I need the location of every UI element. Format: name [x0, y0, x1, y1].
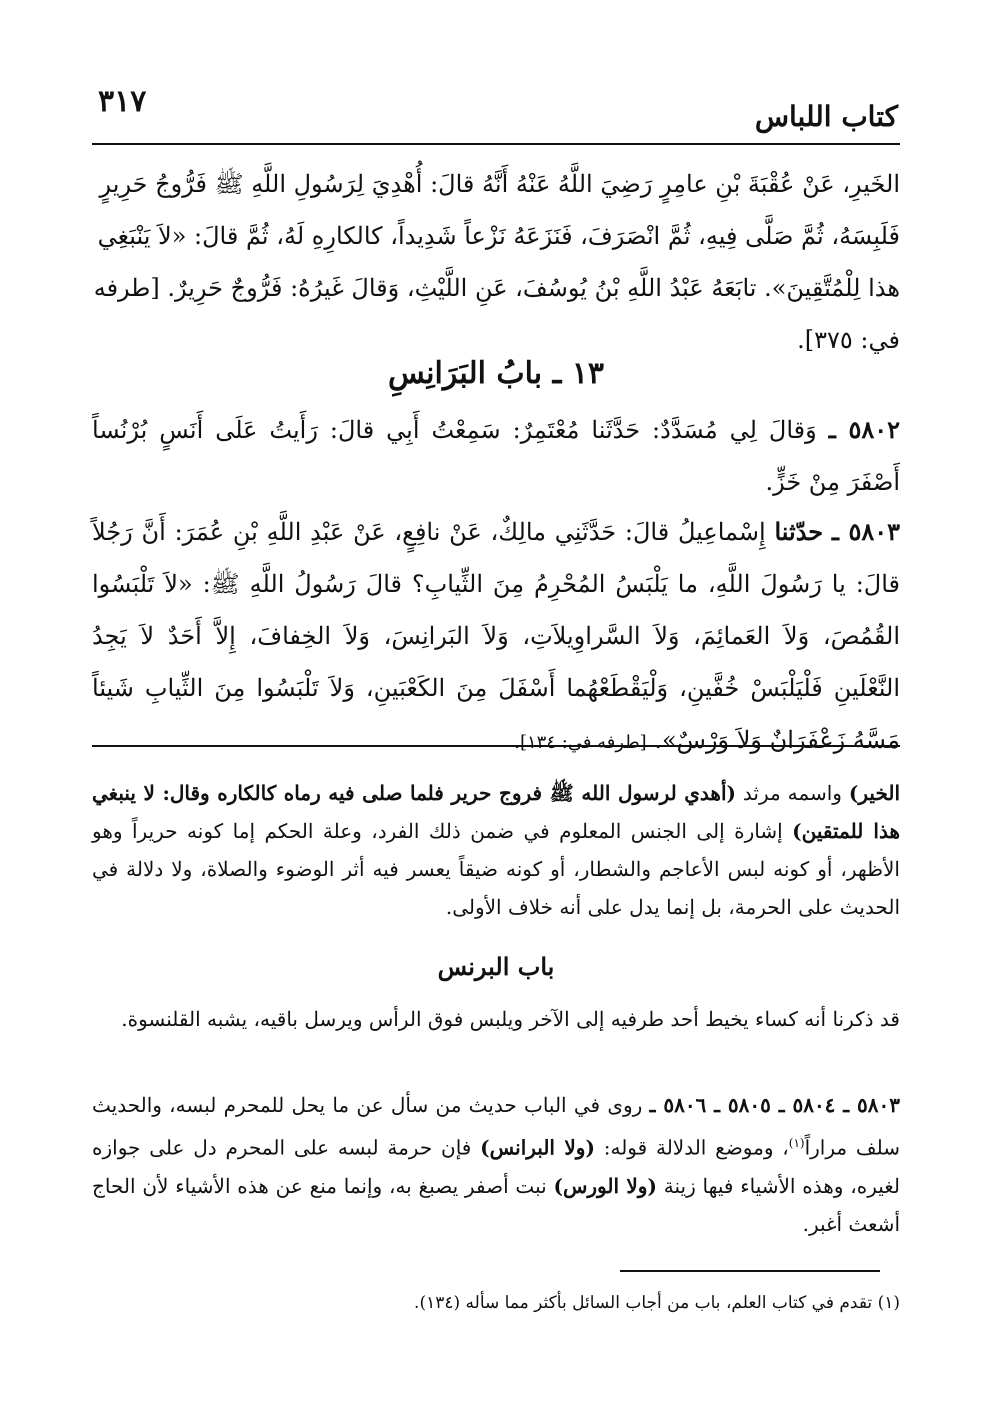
hadith-number: ٥٨٠٢ ـ [828, 415, 901, 444]
book-title: كتاب اللباس [754, 100, 898, 133]
chapter-heading: ١٣ ـ بابُ البَرَانِسِ [387, 356, 605, 391]
footnote-marker: (١) [788, 1136, 805, 1150]
hadith-block-continued [92, 158, 900, 366]
hadith-line: هذا لِلْمُتَّقِينَ». تابَعَهُ عَبْدُ اللَّهِ بْنُ يُوسُفَ، عَنِ اللَّيْثِ، وَقالَ غَيرُهُ: فَرُّوجٌ حَرِيرٌ. [طرفه [93, 274, 900, 302]
commentary-paragraph [92, 1000, 900, 1038]
hadith-number: ٥٨٠٣ ـ [831, 517, 901, 546]
footnote-rule [620, 1270, 880, 1272]
hadith-text: إِسْماعِيلُ قالَ: حَدَّثَنِي مالِكٌ، عَنْ نافِعٍ، عَنْ عَبْدِ اللَّهِ بْنِ عُمَرَ: أَنَّ رَجُلاً قالَ: يا رَسُولَ اللَّهِ، ما يَلْبَسُ المُحْرِمُ مِنَ الثِّيابِ؟ قالَ رَسُولُ اللَّهِ ﷺ: «لاَ تَلْبَسُوا القُمُصَ، وَلاَ العَمائِمَ، وَلاَ السَّراوِيلاَتِ، وَلاَ البَرانِسَ، وَلاَ الخِفافَ، إِلاَّ أَحَدٌ لاَ يَجِدُ النَّعْلَينِ فَلْيَلْبَسْ خُفَّينِ، وَلْيَقْطَعْهُما أَسْفَلَ مِنَ الكَعْبَينِ، وَلاَ تَلْبَسُوا مِنَ الثِّيابِ شَيئاً مَسَّهُ زَعْفَرَانٌ وَلاَ وَرْسٌ». [92, 518, 900, 754]
commentary-text: إشارة إلى الجنس المعلوم في ضمن ذلك الفرد، وعلة الحكم إما كونه حريراً وهو الأظهر، أو كونه لبس الأعاجم والشطار، أو كونه ضيقاً يعسر فيه أثر الوضوء والصلاة، ولا دلالة في الحديث على الحرمة، بل إنما يدل على أنه خلاف الأولى. [92, 819, 900, 919]
hadith-reference: [طرفه في: ١٣٤]. [514, 732, 647, 753]
commentary-paragraph [92, 774, 900, 926]
footnote-text: تقدم في كتاب العلم، باب من أجاب السائل بأكثر مما سأله (١٣٤). [414, 1293, 873, 1313]
commentary-text: نبت أصفر يصبغ به، وإنما منع عن هذه الأشياء لأن الحاج أشعث أغبر. [92, 1173, 900, 1236]
commentary-text: روى في الباب حديث من سأل عن ما يحل للمحرم لبسه، والحديث سلف مراراً [92, 1093, 901, 1160]
commentary-text: واسمه مرثد [742, 781, 842, 805]
footnote [92, 1288, 900, 1318]
commentary-text: فإن حرمة لبسه على المحرم دل على جوازه لغيره، وهذه الأشياء فيها زينة [92, 1135, 901, 1198]
hadith-line: في: ٣٧٥]. [797, 326, 900, 354]
hadith-5803 [92, 506, 900, 769]
hadith-numbers: ٥٨٠٣ ـ ٥٨٠٤ ـ ٥٨٠٥ ـ ٥٨٠٦ ـ [649, 1093, 900, 1117]
section-divider [92, 745, 900, 747]
commentary-text: قد ذكرنا أنه كساء يخيط أحد طرفيه إلى الآخر ويلبس فوق الرأس ويرسل باقيه، يشبه القلنسوة. [121, 1007, 900, 1031]
page-number: ٣١٧ [98, 84, 147, 119]
commentary-quote: (ولا الورس) [553, 1173, 657, 1198]
hadith-text: وَقالَ لِي مُسَدَّدٌ: حَدَّثَنا مُعْتَمِرٌ: سَمِعْتُ أَبِي قالَ: رَأَيتُ عَلَى أَنَسٍ بُرْنُساً أَصْفَرَ مِنْ خَزٍّ. [92, 416, 900, 496]
page-header [92, 80, 900, 140]
commentary-heading: باب البرنس [437, 952, 555, 981]
hadith-5802 [92, 404, 900, 508]
footnote-marker: (١) [877, 1293, 900, 1313]
hadith-line: الخَيرِ، عَنْ عُقْبَةَ بْنِ عامِرٍ رَضِيَ اللَّهُ عَنْهُ أَنَّهُ قالَ: أُهْدِيَ لِرَسُولِ اللَّهِ ﷺ فَرُّوجُ حَرِيرٍ [99, 170, 900, 198]
commentary-quote: (أهدي لرسول الله ﷺ فروج حرير فلما صلى فيه رماه كالكاره وقال: لا ينبغي هذا للمتقين) [92, 781, 900, 843]
commentary-quote: (ولا البرانس) [480, 1135, 595, 1160]
hadith-lead: حدّثنا [774, 517, 824, 546]
commentary-paragraph [92, 1086, 900, 1243]
header-rule [92, 143, 900, 145]
commentary-text: ، وموضع الدلالة قوله: [603, 1135, 789, 1160]
hadith-line: فَلَبِسَهُ، ثُمَّ صَلَّى فِيهِ، ثُمَّ انْصَرَفَ، فَنَزَعَهُ نَزْعاً شَدِيداً، كالكارِهِ لَهُ، ثُمَّ قالَ: «لاَ يَنْبَغِي [97, 222, 900, 250]
commentary-term: الخير) [848, 781, 900, 805]
